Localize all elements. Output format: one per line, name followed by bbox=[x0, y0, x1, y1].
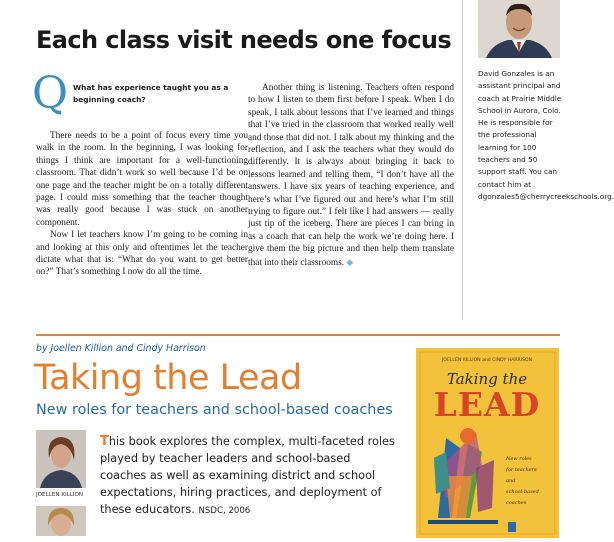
answer-column-2 bbox=[248, 82, 454, 269]
author-photo bbox=[478, 0, 560, 58]
answer-paragraph: Now I let teachers know I’m going to be coming in and looking at this only and oftentimes let the teacher dictate what that is: “What do you want to get better on?” That’s something I now do all the time. bbox=[36, 230, 248, 278]
cover-tagline-4: school-based bbox=[506, 489, 539, 495]
book-byline: by Joellen Killion and Cindy Harrison bbox=[36, 343, 206, 354]
cover-tagline-5: coaches bbox=[506, 500, 527, 506]
end-mark-icon: ◆ bbox=[346, 256, 354, 267]
publisher-logo-icon bbox=[508, 522, 516, 532]
book-title: Taking the Lead bbox=[34, 358, 302, 398]
author-bio: David Gonzales is an assistant principal and coach at Prairie Middle School in Aurora, Colo. He is responsible for the professional learning for 100 teachers and 50 support staff. You can contact him at dgonzales5@cherrycreekschools.org. bbox=[478, 69, 614, 201]
answer-text: Another thing is listening. Teachers often respond to how I listen to them first before I speak. When I do speak, I talk about lessons that I’ve learned and things that I’ve tried in the classroom that worked really well and those that did not. I talk about my thinking and the reflection, and I ask the teachers what they would do differently. It is always about bringing it back to lessons learned and telling them, “I don’t have all the answers. I have six years of teaching experience, and here’s what I’ve figured out and here’s what I’m still trying to figure out.” I felt like I had answers — really just tip of the iceberg. There are pieces I can bring in as a coach that can help the work we’re doing here. I give them the big picture and then help them translate that into their classrooms. bbox=[248, 83, 454, 268]
description-drop-letter: T bbox=[100, 434, 109, 449]
book-cover bbox=[416, 348, 559, 538]
cover-tagline-2: for teachers bbox=[506, 467, 537, 473]
author-photo-harrison bbox=[36, 506, 86, 536]
article-headline: Each class visit needs one focus bbox=[36, 26, 452, 54]
publisher-info: NSDC, 2006 bbox=[198, 506, 251, 516]
author-caption: JOELLEN KILLION bbox=[36, 492, 84, 498]
answer-column-1 bbox=[36, 130, 248, 279]
cover-tagline-3: and bbox=[506, 478, 516, 484]
question-drop-letter: Q bbox=[32, 68, 69, 119]
cover-title-top: Taking the bbox=[446, 370, 528, 388]
cover-title-lead: LEAD bbox=[433, 385, 541, 424]
author-photo-killion bbox=[36, 430, 86, 488]
book-subtitle: New roles for teachers and school-based coaches bbox=[36, 402, 393, 418]
book-description bbox=[100, 433, 398, 520]
cover-authors: JOELLEN KILLION and CINDY HARRISON bbox=[441, 358, 533, 363]
interview-question: What has experience taught you as a beginning coach? bbox=[73, 83, 229, 104]
cover-tagline-1: New roles bbox=[506, 456, 532, 462]
section-divider bbox=[36, 334, 560, 336]
description-text: his book explores the complex, multi-faceted roles played by teacher leaders and school-based coaches as well as examining district and school expectations, hiring practices, and deployment of these educators. bbox=[100, 435, 395, 516]
answer-paragraph bbox=[248, 82, 454, 269]
answer-paragraph: There needs to be a point of focus every time you walk in the room. In the beginning, I was looking for things I think are important for a well-functioning classroom. That didn’t work so well because I’d be on one page and the teacher might be on a totally different page. I could miss something that the teacher thought was really good because I was stuck on another component. bbox=[36, 131, 248, 228]
column-divider bbox=[462, 0, 463, 320]
